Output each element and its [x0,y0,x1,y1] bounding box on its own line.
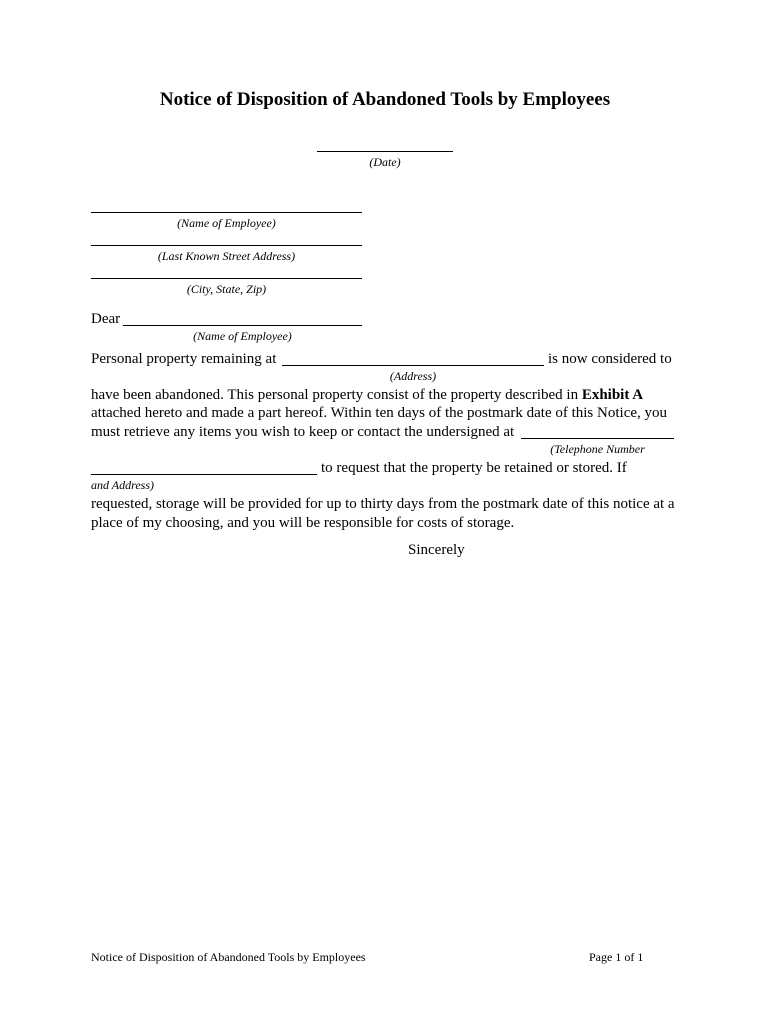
paragraph-line-1-end: is now considered to [548,351,672,367]
exhibit-a-reference: Exhibit A [581,387,644,403]
paragraph-line-2-text: have been abandoned. This personal property consist of the property described in [91,387,579,403]
telephone-line [521,438,674,439]
date-caption: (Date) [369,155,401,169]
document-title: Notice of Disposition of Abandoned Tools by Employees [159,89,611,110]
paragraph-line-5-end: to request that the property be retained or stored. If [321,460,627,476]
paragraph-line-7: place of my choosing, and you will be responsible for costs of storage. [91,515,515,531]
salutation-dear: Dear [91,311,121,327]
footer-title: Notice of Disposition of Abandoned Tools by Employees [91,950,366,964]
employee-name-line [91,212,362,213]
street-address-caption: (Last Known Street Address) [157,249,296,263]
paragraph-line-4-start: must retrieve any items you wish to keep or contact the undersigned at [91,424,515,440]
salutation-name-line [123,325,362,326]
salutation-name-caption: (Name of Employee) [193,329,292,343]
city-state-zip-caption: (City, State, Zip) [186,282,267,296]
employee-name-caption: (Name of Employee) [177,216,276,230]
date-line [317,151,453,152]
street-address-line [91,245,362,246]
property-address-line [282,365,544,366]
paragraph-line-2 [91,387,643,404]
and-address-caption: and Address) [91,478,154,492]
closing-sincerely: Sincerely [408,542,465,558]
paragraph-line-3: attached hereto and made a part hereof. Within ten days of the postmark date of this Notice, you [91,405,668,421]
telephone-address-line [91,474,317,475]
footer-page-number: Page 1 of 1 [589,950,644,964]
paragraph-line-1-start: Personal property remaining at [91,351,277,367]
address-caption: (Address) [389,369,437,383]
paragraph-line-6: requested, storage will be provided for up to thirty days from the postmark date of this notice at a [91,496,675,512]
telephone-caption: (Telephone Number [550,442,645,456]
city-state-zip-line [91,278,362,279]
